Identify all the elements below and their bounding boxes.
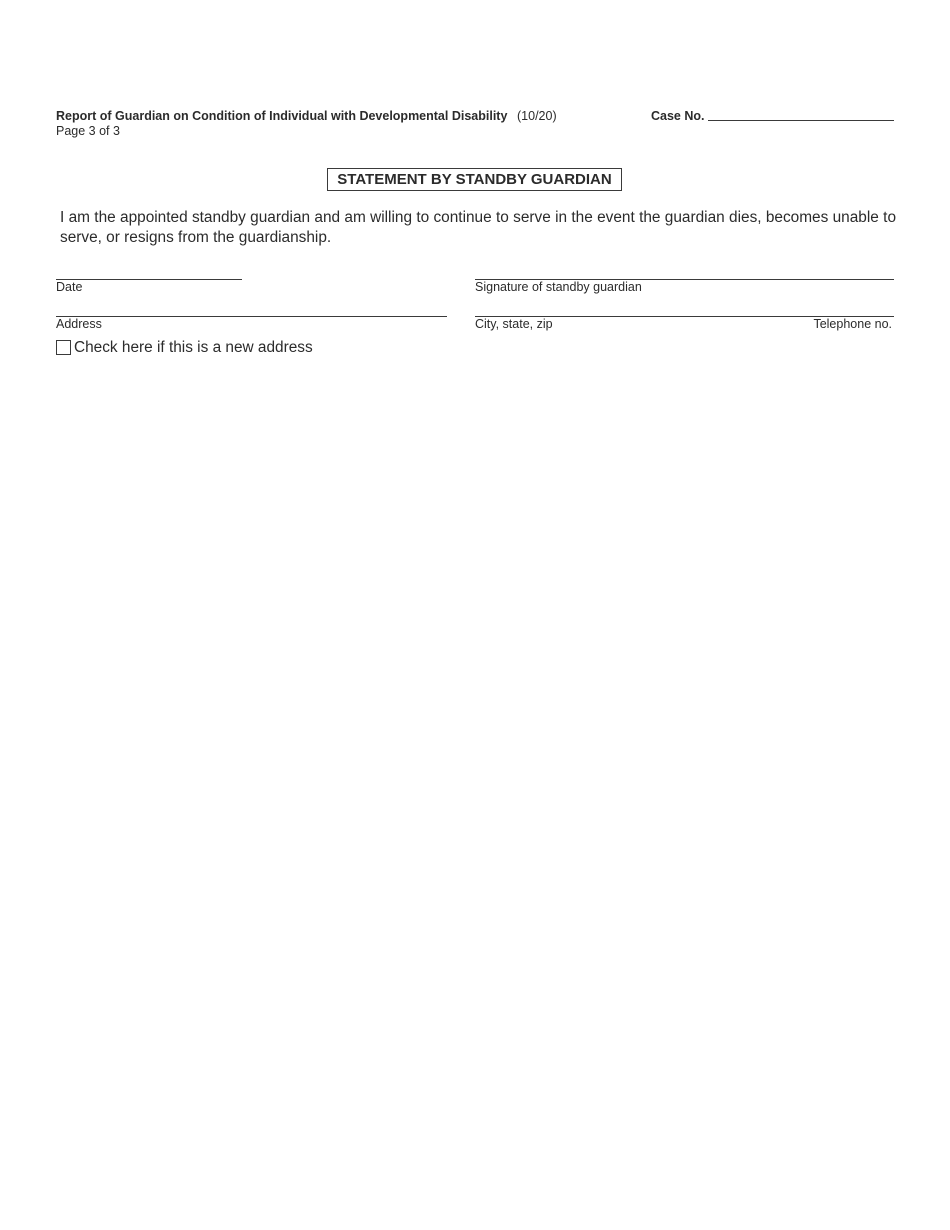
form-revision: (10/20) [517,109,557,123]
page-number: Page 3 of 3 [56,124,120,138]
statement-text: I am the appointed standby guardian and am willing to continue to serve in the event the guardian dies, becomes unable to serve, or resigns from the guardianship. [60,209,896,246]
case-number-label: Case No. [651,109,705,123]
telephone-label: Telephone no. [813,317,892,331]
new-address-checkbox[interactable] [56,340,71,355]
city-state-zip-label: City, state, zip [475,317,553,331]
date-field[interactable] [56,279,242,280]
address-field[interactable] [56,316,447,317]
date-label: Date [56,280,83,294]
form-title: Report of Guardian on Condition of Individual with Developmental Disability [56,109,508,123]
address-label: Address [56,317,102,331]
section-heading: STATEMENT BY STANDBY GUARDIAN [327,168,622,191]
signature-label: Signature of standby guardian [475,280,642,294]
case-number-field[interactable] [708,120,894,121]
new-address-checkbox-label: Check here if this is a new address [74,339,313,356]
